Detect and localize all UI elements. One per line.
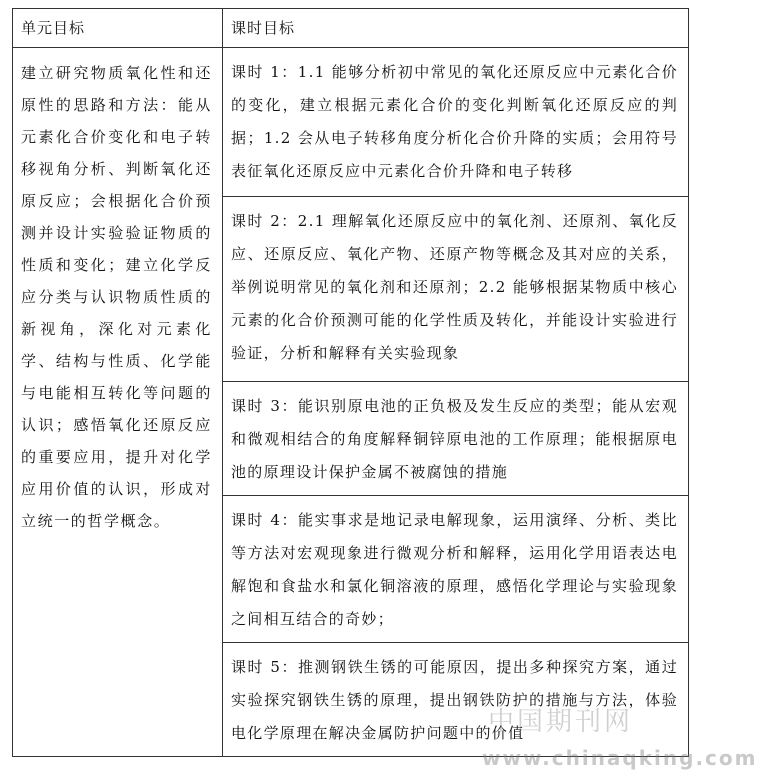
- lesson-cell-4: [223, 496, 689, 643]
- watermark-name: 中国期刊网: [488, 707, 634, 737]
- header-row: [13, 9, 689, 48]
- header-cell-lesson-goal: [223, 9, 689, 48]
- unit-goal-cell: [13, 48, 223, 757]
- lesson-4-text: 课时 4：能实事求是地记录电解现象，运用演绎、分析、类比等方法对宏观现象进行微观分析和解释，运用化学用语表达电解饱和食盐水和氯化铜溶液的原理，感悟化学理论与实验现象之间相互结合的奇妙；: [231, 511, 678, 628]
- header-unit-goal: 单元目标: [21, 19, 86, 37]
- lesson-cell-2: [223, 197, 689, 382]
- table-row: [13, 48, 689, 197]
- lesson-2-text: 课时 2：2.1 理解氧化还原反应中的氧化剂、还原剂、氧化反应、还原反应、氧化产物、还原产物等概念及其对应的关系，举例说明常见的氧化剂和还原剂；2.2 能够根据某物质中核心元素的化合价预测可能的化学性质及转化，并能设计实验进行验证，分析和解释有关实验现象: [231, 212, 678, 362]
- lesson-cell-5: [223, 643, 689, 757]
- objectives-table: [12, 8, 689, 757]
- lesson-1-text: 课时 1：1.1 能够分析初中常见的氧化还原反应中元素化合价的变化，建立根据元素化合价的变化判断氧化还原反应的判据；1.2 会从电子转移角度分析化合价升降的实质；会用符号表征氧化还原反应中元素化合价升降和电子转移: [231, 63, 678, 180]
- lesson-cell-3: [223, 382, 689, 496]
- lesson-cell-1: [223, 48, 689, 197]
- lesson-5-text: 课时 5：推测钢铁生锈的可能原因，提出多种探究方案，通过实验探究钢铁生锈的原理，提出钢铁防护的措施与方法，体验电化学原理在解决金属防护问题中的价值: [231, 658, 678, 742]
- unit-goal-text: 建立研究物质氧化性和还原性的思路和方法：能从元素化合价变化和电子转移视角分析、判断氧化还原反应；会根据化合价预测并设计实验验证物质的性质和变化；建立化学反应分类与认识物质性质的新视角，深化对元素化学、结构与性质、化学能与电能相互转化等问题的认识；感悟氧化还原反应的重要应用，提升对化学应用价值的认识，形成对立统一的哲学概念。: [21, 64, 212, 530]
- watermark-url: www.chinaqking.com: [482, 746, 758, 770]
- header-cell-unit-goal: [13, 9, 223, 48]
- lesson-3-text: 课时 3：能识别原电池的正负极及发生反应的类型；能从宏观和微观相结合的角度解释铜锌原电池的工作原理；能根据原电池的原理设计保护金属不被腐蚀的措施: [231, 397, 678, 481]
- header-lesson-goal: 课时目标: [231, 19, 296, 37]
